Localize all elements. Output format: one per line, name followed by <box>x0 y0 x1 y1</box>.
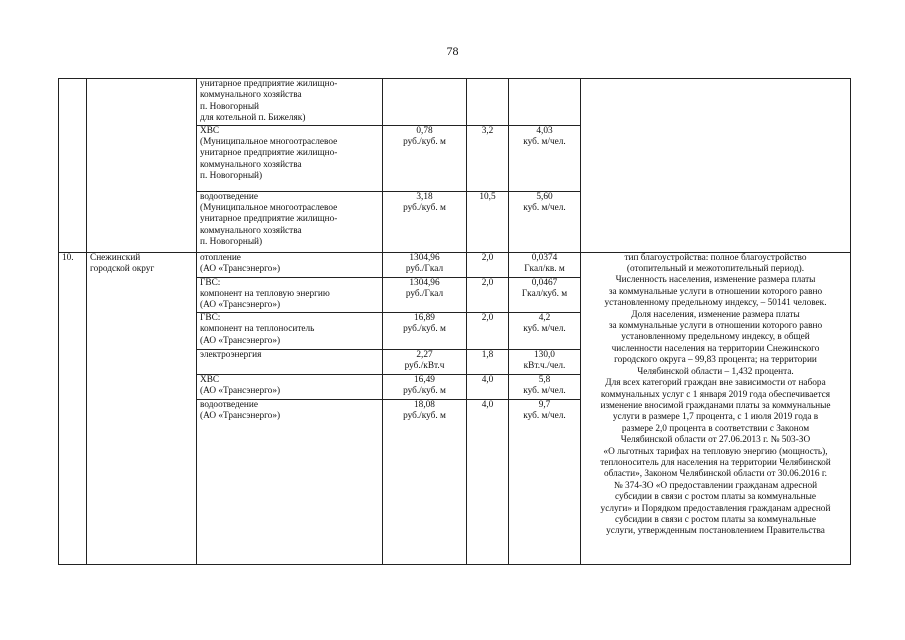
municipality-cell <box>87 79 197 253</box>
row-number-cell: 10. <box>59 252 87 564</box>
norm-cell: 4,03 куб. м/чел. <box>509 125 581 191</box>
service-cell: водоотведение (Муниципальное многоотраслевое унитарное предприятие жилищно- коммунального хозяйства п. Новогорный) <box>197 191 383 252</box>
tariff-table <box>58 78 851 565</box>
percent-cell: 4,0 <box>467 374 509 399</box>
description-cell: тип благоустройства: полное благоустройство (отопительный и межотопительный период). Численность населения, изменение размера платы за коммунальные услуги в отношении которого равно установленному предельному индексу, – 50141 человек. Доля населения, изменение размера платы за коммунальные услуги в отношении которого равно установленному предельному индексу, в общей численности населения на территории Снежинского городского округа – 99,83 процента; на территории Челябинской области – 1,432 процента. Для всех категорий граждан вне зависимости от набора коммунальных услуг с 1 января 2019 года обеспечивается изменение вносимой гражданами платы за коммунальные услуги в размере 1,7 процента, с 1 июля 2019 года в размере 2,0 процента в соответствии с Законом Челябинской области от 27.06.2013 г. № 503-ЗО «О льготных тарифах на тепловую энергию (мощность), теплоноситель для населения на территории Челябинской области», Законом Челябинской области от 30.06.2016 г. № 374-ЗО «О предоставлении гражданам адресной субсидии в связи с ростом платы за коммунальные услуги» и Порядком предоставления гражданам адресной субсидии в связи с ростом платы за коммунальные услуги, утвержденным постановлением Правительства <box>581 252 851 564</box>
row-number-cell <box>59 79 87 253</box>
norm-cell: 130,0 кВт.ч./чел. <box>509 349 581 374</box>
percent-cell: 2,0 <box>467 252 509 277</box>
percent-cell <box>467 79 509 126</box>
price-cell: 18,08 руб./куб. м <box>383 399 467 564</box>
norm-cell: 4,2 куб. м/чел. <box>509 312 581 349</box>
price-cell: 1304,96 руб./Гкал <box>383 252 467 277</box>
price-cell: 3,18 руб./куб. м <box>383 191 467 252</box>
percent-cell: 2,0 <box>467 312 509 349</box>
norm-cell <box>509 79 581 126</box>
price-cell: 16,89 руб./куб. м <box>383 312 467 349</box>
service-cell: ГВС: компонент на теплоноситель (АО «Трансэнерго») <box>197 312 383 349</box>
percent-cell: 3,2 <box>467 125 509 191</box>
norm-cell: 0,0467 Гкал/куб. м <box>509 277 581 312</box>
percent-cell: 10,5 <box>467 191 509 252</box>
price-cell <box>383 79 467 126</box>
norm-cell: 0,0374 Гкал/кв. м <box>509 252 581 277</box>
municipality-cell: Снежинский городской округ <box>87 252 197 564</box>
percent-cell: 4,0 <box>467 399 509 564</box>
service-cell: унитарное предприятие жилищно- коммунального хозяйства п. Новогорный для котельной п. Бижеляк) <box>197 79 383 126</box>
page-number: 78 <box>446 44 459 58</box>
norm-cell: 5,8 куб. м/чел. <box>509 374 581 399</box>
table-row <box>59 79 851 126</box>
price-cell: 2,27 руб./кВт.ч <box>383 349 467 374</box>
norm-cell: 5,60 куб. м/чел. <box>509 191 581 252</box>
norm-cell: 9,7 куб. м/чел. <box>509 399 581 564</box>
percent-cell: 2,0 <box>467 277 509 312</box>
price-cell: 1304,96 руб./Гкал <box>383 277 467 312</box>
price-cell: 16,49 руб./куб. м <box>383 374 467 399</box>
service-cell: водоотведение (АО «Трансэнерго») <box>197 399 383 564</box>
table-row <box>59 252 851 277</box>
service-cell: отопление (АО «Трансэнерго») <box>197 252 383 277</box>
description-cell <box>581 79 851 253</box>
percent-cell: 1,8 <box>467 349 509 374</box>
service-cell: электроэнергия <box>197 349 383 374</box>
service-cell: ХВС (АО «Трансэнерго») <box>197 374 383 399</box>
service-cell: ХВС (Муниципальное многоотраслевое унитарное предприятие жилищно- коммунального хозяйства п. Новогорный) <box>197 125 383 191</box>
service-cell: ГВС: компонент на тепловую энергию (АО «Трансэнерго») <box>197 277 383 312</box>
price-cell: 0,78 руб./куб. м <box>383 125 467 191</box>
